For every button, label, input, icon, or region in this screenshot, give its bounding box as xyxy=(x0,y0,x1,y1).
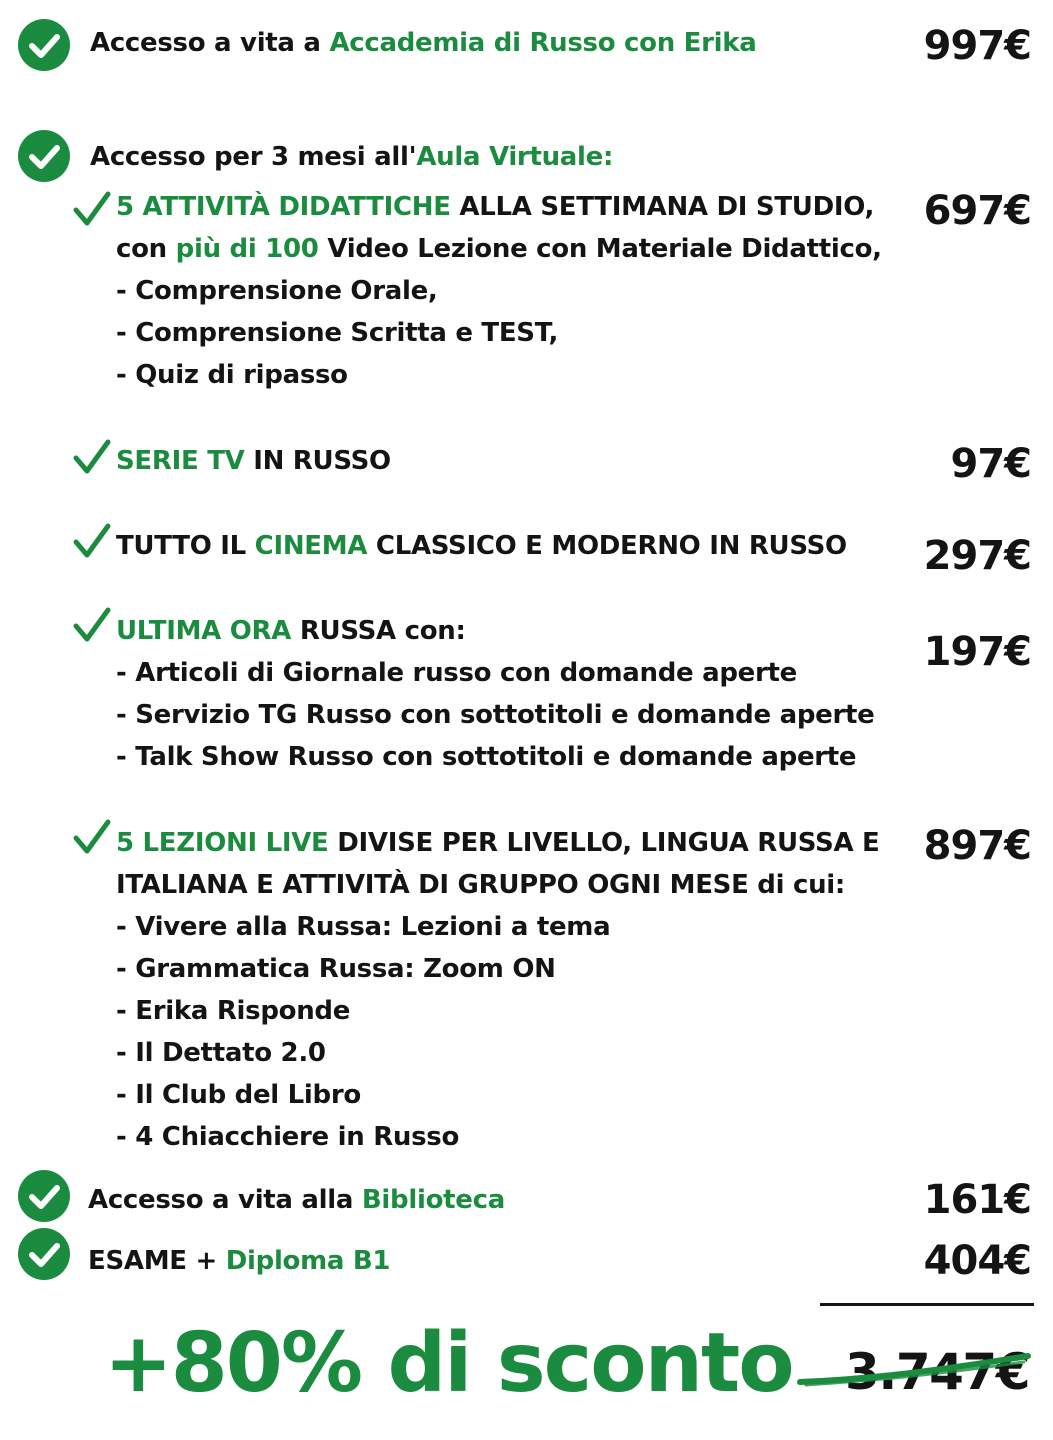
ultima-price: 197€ xyxy=(923,629,1031,675)
serie-rest: IN RUSSO xyxy=(244,446,391,476)
accademia-text xyxy=(90,22,757,64)
serie-text xyxy=(116,440,391,482)
attivita-line1-rest: ALLA SETTIMANA DI STUDIO, xyxy=(450,192,875,222)
list-item: - Vivere alla Russa: Lezioni a tema xyxy=(116,912,611,942)
esame-highlight: Diploma B1 xyxy=(225,1246,391,1276)
ultima-line1 xyxy=(116,610,874,652)
list-item: - Articoli di Giornale russo con domande aperte xyxy=(116,658,797,688)
list-item: - Grammatica Russa: Zoom ON xyxy=(116,954,556,984)
biblioteca-highlight: Biblioteca xyxy=(361,1185,505,1215)
attivita-line2-rest: Video Lezione con Materiale Didattico, xyxy=(318,234,882,264)
aula-label: Accesso per 3 mesi all' xyxy=(90,142,417,172)
attivita-line2-highlight: più di 100 xyxy=(175,234,319,264)
lezioni-rest: DIVISE PER LIVELLO, LINGUA RUSSA E xyxy=(328,828,880,858)
list-item: - Servizio TG Russo con sottotitoli e domande aperte xyxy=(116,700,875,730)
check-icon xyxy=(72,438,112,478)
aula-highlight: Aula Virtuale: xyxy=(416,142,614,172)
ultima-highlight: ULTIMA ORA xyxy=(116,616,292,646)
lezioni-block xyxy=(116,822,880,1158)
esame-label: ESAME + xyxy=(88,1246,226,1276)
strikethrough-mark xyxy=(796,1350,1036,1390)
check-icon xyxy=(72,818,112,858)
total-divider xyxy=(820,1303,1034,1306)
check-icon xyxy=(72,190,112,230)
lezioni-line1 xyxy=(116,822,880,864)
list-item: - Il Club del Libro xyxy=(116,1080,361,1110)
lezioni-price: 897€ xyxy=(923,823,1031,869)
cinema-rest: CLASSICO E MODERNO IN RUSSO xyxy=(367,531,847,561)
esame-text xyxy=(88,1240,390,1282)
ultima-rest: RUSSA con: xyxy=(291,616,466,646)
check-icon xyxy=(72,522,112,562)
attivita-line1 xyxy=(116,186,882,228)
discount-headline: +80% di sconto xyxy=(104,1316,793,1411)
biblioteca-label: Accesso a vita alla xyxy=(88,1185,362,1215)
biblioteca-text xyxy=(88,1179,505,1221)
circle-check-icon xyxy=(18,1170,70,1222)
list-item: - Il Dettato 2.0 xyxy=(116,1038,326,1068)
serie-price: 97€ xyxy=(950,441,1031,487)
aula-text xyxy=(90,136,613,178)
list-item: - Comprensione Scritta e TEST, xyxy=(116,318,559,348)
total-price: 3.747€ xyxy=(845,1343,1029,1401)
circle-check-icon xyxy=(18,19,70,71)
circle-check-icon xyxy=(18,130,70,182)
accademia-label: Accesso a vita a xyxy=(90,28,330,58)
attivita-line2-pre: con xyxy=(116,234,176,264)
lezioni-line2: ITALIANA E ATTIVITÀ DI GRUPPO OGNI MESE di cui: xyxy=(116,870,846,900)
ultima-block xyxy=(116,610,874,778)
list-item: - Talk Show Russo con sottotitoli e domande aperte xyxy=(116,742,857,772)
list-item: - Erika Risponde xyxy=(116,996,351,1026)
accademia-highlight: Accademia di Russo con Erika xyxy=(329,28,757,58)
attivita-block xyxy=(116,186,882,396)
circle-check-icon xyxy=(18,1228,70,1280)
lezioni-highlight: 5 LEZIONI LIVE xyxy=(116,828,329,858)
attivita-highlight: 5 ATTIVITÀ DIDATTICHE xyxy=(116,192,451,222)
biblioteca-price: 161€ xyxy=(923,1177,1031,1223)
esame-price: 404€ xyxy=(923,1238,1031,1284)
cinema-pre: TUTTO IL xyxy=(116,531,255,561)
check-icon xyxy=(72,606,112,646)
list-item: - Comprensione Orale, xyxy=(116,276,438,306)
list-item: - 4 Chiacchiere in Russo xyxy=(116,1122,460,1152)
cinema-text xyxy=(116,525,847,567)
cinema-price: 297€ xyxy=(923,533,1031,579)
attivita-price: 697€ xyxy=(923,188,1031,234)
list-item: - Quiz di ripasso xyxy=(116,360,348,390)
cinema-highlight: CINEMA xyxy=(254,531,368,561)
serie-highlight: SERIE TV xyxy=(116,446,245,476)
accademia-price: 997€ xyxy=(923,23,1031,69)
attivita-line2 xyxy=(116,228,882,270)
